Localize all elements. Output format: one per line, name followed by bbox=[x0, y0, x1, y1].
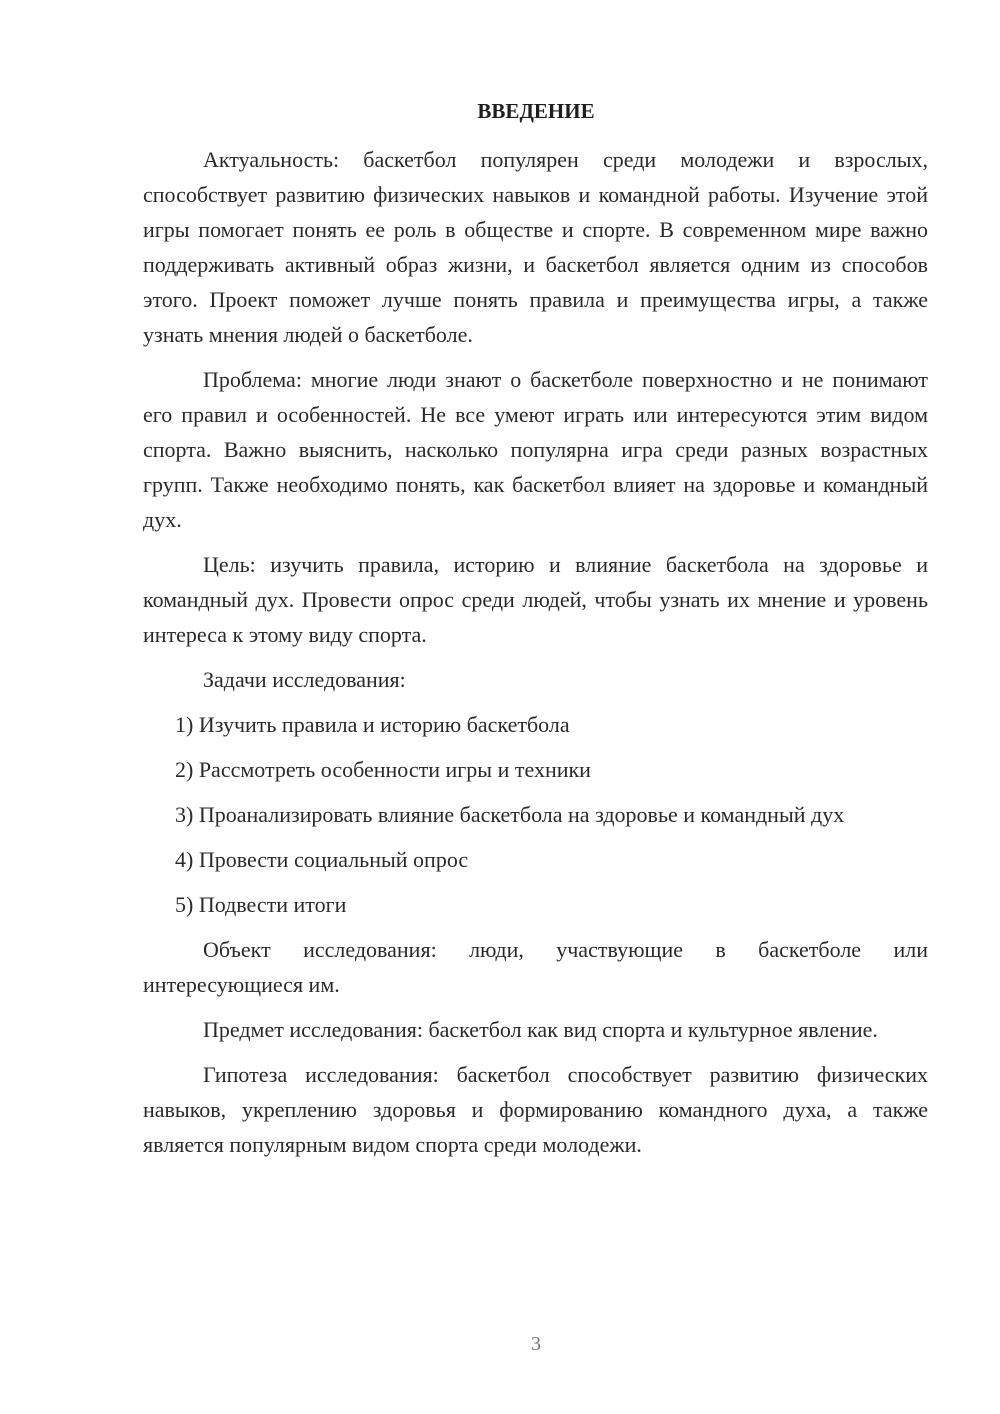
page-number: 3 bbox=[531, 1333, 541, 1355]
object-paragraph: Объект исследования: люди, участвующие в баскетболе или интересующиеся им. bbox=[143, 937, 928, 997]
task-item-4: 4) Провести социальный опрос bbox=[175, 847, 469, 872]
task-item-1: 1) Изучить правила и историю баскетбола bbox=[175, 712, 570, 737]
task-item-3: 3) Проанализировать влияние баскетбола на здоровье и командный дух bbox=[175, 802, 845, 827]
tasks-heading: Задачи исследования: bbox=[203, 667, 406, 692]
relevance-paragraph: Актуальность: баскетбол популярен среди молодежи и взрослых, способствует развитию физических навыков и командной работы. Изучение этой игры помогает понять ее роль в обществе и спорте. В современном мире важно поддерживать активный образ жизни, и баскетбол является одним из способов этого. Проект поможет лучше понять правила и преимущества игры, а также узнать мнения людей о баскетболе. bbox=[143, 147, 928, 347]
document-body bbox=[143, 142, 928, 1172]
task-item-2: 2) Рассмотреть особенности игры и техники bbox=[175, 757, 591, 782]
problem-paragraph: Проблема: многие люди знают о баскетболе поверхностно и не понимают его правил и особенностей. Не все умеют играть или интересуются этим видом спорта. Важно выяснить, насколько популярна игра среди разных возрастных групп. Также необходимо понять, как баскетбол влияет на здоровье и командный дух. bbox=[143, 367, 928, 532]
goal-paragraph: Цель: изучить правила, историю и влияние баскетбола на здоровье и командный дух. Провести опрос среди людей, чтобы узнать их мнение и уровень интереса к этому виду спорта. bbox=[143, 552, 928, 647]
task-item-5: 5) Подвести итоги bbox=[175, 892, 347, 917]
hypothesis-paragraph: Гипотеза исследования: баскетбол способствует развитию физических навыков, укреплению здоровья и формированию командного духа, а также является популярным видом спорта среди молодежи. bbox=[143, 1062, 928, 1157]
page-title: ВВЕДЕНИЕ bbox=[477, 99, 595, 123]
subject-paragraph: Предмет исследования: баскетбол как вид спорта и культурное явление. bbox=[203, 1017, 878, 1042]
